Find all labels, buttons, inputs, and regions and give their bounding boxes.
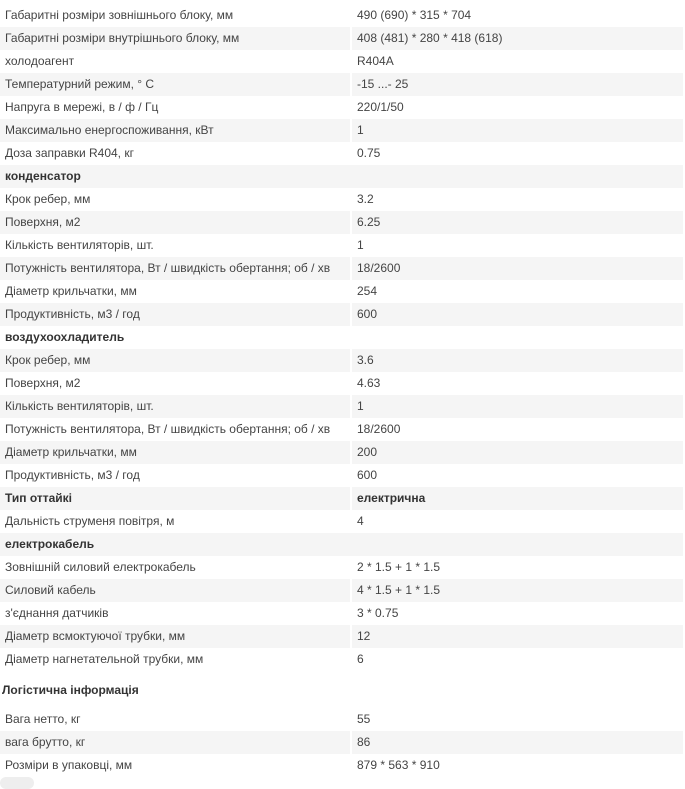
spec-label: Потужність вентилятора, Вт / швидкість обертання; об / хв [0, 418, 350, 441]
spec-value: 4 * 1.5 + 1 * 1.5 [352, 579, 683, 602]
table-row [0, 487, 683, 510]
spec-label: Зовнішній силовий електрокабель [0, 556, 350, 579]
spec-label: холодоагент [0, 50, 350, 73]
spec-label: Поверхня, м2 [0, 372, 350, 395]
spec-value: R404A [352, 50, 683, 73]
table-row [0, 579, 683, 602]
spec-label: Крок ребер, мм [0, 349, 350, 372]
table-row [0, 602, 683, 625]
spec-value: 2 * 1.5 + 1 * 1.5 [352, 556, 683, 579]
spec-label: Габаритні розміри зовнішнього блоку, мм [0, 4, 350, 27]
section-header: електрокабель [0, 533, 683, 556]
table-row [0, 441, 683, 464]
spec-label: Поверхня, м2 [0, 211, 350, 234]
table-row [0, 708, 683, 731]
spec-value: 4.63 [352, 372, 683, 395]
table-row [0, 73, 683, 96]
table-row [0, 731, 683, 754]
table-row [0, 372, 683, 395]
spec-label: Діаметр крильчатки, мм [0, 441, 350, 464]
spec-value: 600 [352, 464, 683, 487]
spec-value: 200 [352, 441, 683, 464]
table-row [0, 50, 683, 73]
spec-label: Максимально енергоспоживання, кВт [0, 119, 350, 142]
spec-label: Вага нетто, кг [0, 708, 350, 731]
spec-label: Кількість вентиляторів, шт. [0, 234, 350, 257]
spec-label: Доза заправки R404, кг [0, 142, 350, 165]
spec-value: 12 [352, 625, 683, 648]
spec-label: вага брутто, кг [0, 731, 350, 754]
spec-value: 254 [352, 280, 683, 303]
table-row [0, 119, 683, 142]
table-row [0, 142, 683, 165]
table-row [0, 510, 683, 533]
spec-label: Напруга в мережі, в / ф / Гц [0, 96, 350, 119]
logistics-table-body [0, 708, 683, 777]
spec-value: 4 [352, 510, 683, 533]
spec-value: електрична [352, 487, 683, 510]
table-row [0, 418, 683, 441]
spec-value: 6.25 [352, 211, 683, 234]
section-header: конденсатор [0, 165, 683, 188]
spec-value: 3 * 0.75 [352, 602, 683, 625]
spec-label: Кількість вентиляторів, шт. [0, 395, 350, 418]
spec-value: 3.6 [352, 349, 683, 372]
table-row [0, 27, 683, 50]
specifications-table-body [0, 4, 683, 671]
spec-value: 1 [352, 234, 683, 257]
spec-value: 18/2600 [352, 418, 683, 441]
spec-value: 86 [352, 731, 683, 754]
spec-value: 1 [352, 395, 683, 418]
spec-label: Потужність вентилятора, Вт / швидкість обертання; об / хв [0, 257, 350, 280]
section-header-row [0, 326, 683, 349]
spec-value: 0.75 [352, 142, 683, 165]
logistics-table [0, 708, 685, 777]
table-row [0, 395, 683, 418]
spec-value: 1 [352, 119, 683, 142]
spec-value: 6 [352, 648, 683, 671]
cut-off-button[interactable] [0, 777, 34, 789]
spec-label: Дальність струменя повітря, м [0, 510, 350, 533]
table-row [0, 188, 683, 211]
spec-value: 220/1/50 [352, 96, 683, 119]
spec-value: 55 [352, 708, 683, 731]
table-row [0, 280, 683, 303]
table-row [0, 464, 683, 487]
spec-value: 3.2 [352, 188, 683, 211]
table-row [0, 96, 683, 119]
logistics-heading: Логістична інформація [2, 683, 139, 697]
spec-value: -15 ...- 25 [352, 73, 683, 96]
section-header-row [0, 533, 683, 556]
table-row [0, 257, 683, 280]
table-row [0, 754, 683, 777]
spec-label: Діаметр крильчатки, мм [0, 280, 350, 303]
spec-label: Силовий кабель [0, 579, 350, 602]
spec-label: Габаритні розміри внутрішнього блоку, мм [0, 27, 350, 50]
table-row [0, 211, 683, 234]
section-header-row [0, 165, 683, 188]
table-row [0, 556, 683, 579]
table-row [0, 303, 683, 326]
spec-value: 879 * 563 * 910 [352, 754, 683, 777]
table-row [0, 349, 683, 372]
spec-label: Тип оттайкі [0, 487, 350, 510]
table-row [0, 234, 683, 257]
spec-label: Діаметр нагнетательной трубки, мм [0, 648, 350, 671]
table-row [0, 625, 683, 648]
specifications-table [0, 4, 685, 671]
spec-label: Крок ребер, мм [0, 188, 350, 211]
spec-label: Діаметр всмоктуючої трубки, мм [0, 625, 350, 648]
spec-value: 490 (690) * 315 * 704 [352, 4, 683, 27]
spec-value: 18/2600 [352, 257, 683, 280]
spec-label: Температурний режим, ° С [0, 73, 350, 96]
spec-label: Продуктивність, м3 / год [0, 303, 350, 326]
spec-value: 408 (481) * 280 * 418 (618) [352, 27, 683, 50]
spec-label: з'єднання датчиків [0, 602, 350, 625]
spec-label: Продуктивність, м3 / год [0, 464, 350, 487]
section-header: воздухоохладитель [0, 326, 683, 349]
table-row [0, 648, 683, 671]
spec-label: Розміри в упаковці, мм [0, 754, 350, 777]
table-row [0, 4, 683, 27]
spec-value: 600 [352, 303, 683, 326]
